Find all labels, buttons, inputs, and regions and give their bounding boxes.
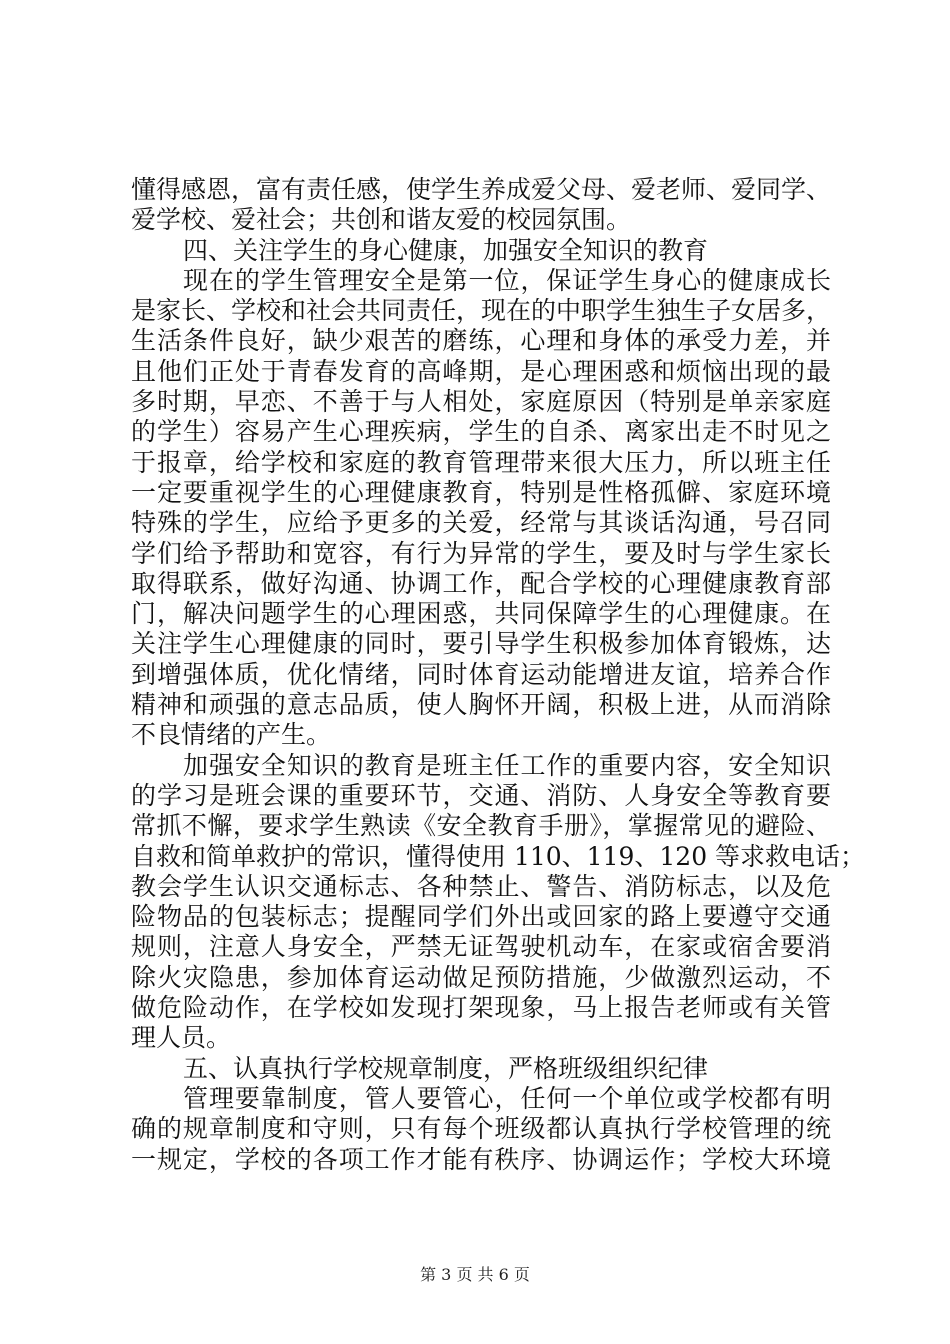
text-line: 常抓不懈，要求学生熟读《安全教育手册》，掌握常见的避险、: [131, 811, 831, 841]
text-line: 精神和顽强的意志品质，使人胸怀开阔，积极上进，从而消除: [131, 690, 831, 720]
text-line: 的学习是班会课的重要环节，交通、消防、人身安全等教育要: [131, 780, 831, 810]
text-line: 关注学生心理健康的同时，要引导学生积极参加体育锻炼，达: [131, 629, 831, 659]
text-line: 不良情绪的产生。: [131, 720, 332, 750]
text-line: 规则，注意人身安全，严禁无证驾驶机动车，在家或宿舍要消: [131, 932, 831, 962]
text-line: 一规定，学校的各项工作才能有秩序、协调运作；学校大环境: [131, 1144, 831, 1174]
text-line: 懂得感恩，富有责任感，使学生养成爱父母、爱老师、爱同学、: [131, 175, 832, 204]
text-line: 加强安全知识的教育是班主任工作的重要内容，安全知识: [183, 750, 831, 780]
text-line: 教会学生认识交通标志、各种禁止、警告、消防标志，以及危: [131, 871, 831, 901]
text-line: 取得联系，做好沟通、协调工作，配合学校的心理健康教育部: [131, 568, 831, 598]
text-line: 是家长、学校和社会共同责任，现在的中职学生独生子女居多，: [131, 296, 832, 326]
text-line: 特殊的学生，应给予更多的关爱，经常与其谈话沟通，号召同: [131, 508, 831, 538]
text-line: 管理要靠制度，管人要管心，任何一个单位或学校都有明: [183, 1083, 831, 1113]
section-heading: 五、认真执行学校规章制度，严格班级组织纪律: [183, 1053, 709, 1083]
text-line: 确的规章制度和守则，只有每个班级都认真执行学校管理的统: [131, 1114, 831, 1144]
page-number-footer: 第 3 页 共 6 页: [420, 1265, 530, 1284]
text-line: 除火灾隐患，参加体育运动做足预防措施，少做激烈运动，不: [131, 962, 831, 992]
text-line: 到增强体质，优化情绪，同时体育运动能增进友谊，培养合作: [131, 659, 831, 689]
text-line: 且他们正处于青春发育的高峰期，是心理困惑和烦恼出现的最: [131, 356, 831, 386]
text-line: 自救和简单救护的常识，懂得使用 110、119、120 等求救电话；: [131, 841, 866, 871]
document-body: [131, 175, 866, 1175]
text-line: 爱学校、爱社会；共创和谐友爱的校园氛围。: [131, 205, 632, 235]
text-line: 门，解决问题学生的心理困惑，共同保障学生的心理健康。在: [131, 599, 831, 629]
text-line: 生活条件良好，缺少艰苦的磨练，心理和身体的承受力差，并: [131, 326, 831, 356]
text-line: 学们给予帮助和宽容，有行为异常的学生，要及时与学生家长: [131, 538, 831, 568]
text-line: 的学生）容易产生心理疾病，学生的自杀、离家出走不时见之: [131, 417, 831, 447]
text-line: 现在的学生管理安全是第一位，保证学生身心的健康成长: [183, 265, 831, 295]
section-heading: 四、关注学生的身心健康，加强安全知识的教育: [183, 235, 709, 265]
text-line: 理人员。: [131, 1023, 232, 1053]
text-line: 于报章，给学校和家庭的教育管理带来很大压力，所以班主任: [131, 447, 831, 477]
text-line: 一定要重视学生的心理健康教育，特别是性格孤僻、家庭环境: [131, 477, 831, 507]
text-line: 多时期，早恋、不善于与人相处，家庭原因（特别是单亲家庭: [131, 387, 831, 417]
text-line: 做危险动作，在学校如发现打架现象，马上报告老师或有关管: [131, 993, 831, 1023]
text-line: 险物品的包装标志；提醒同学们外出或回家的路上要遵守交通: [131, 902, 831, 932]
